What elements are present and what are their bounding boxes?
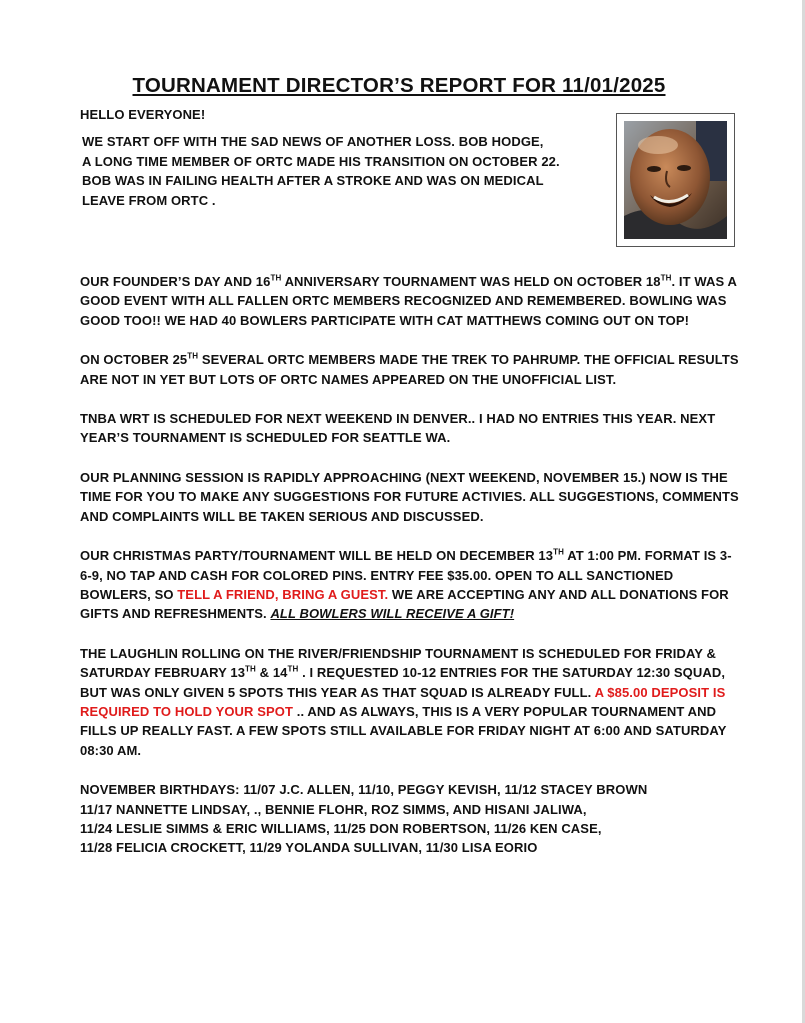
birthday-line: 11/24 LESLIE SIMMS & ERIC WILLIAMS, 11/25 DON ROBERTSON, 11/26 KEN CASE,: [80, 820, 602, 836]
text-run: ON OCTOBER 25: [80, 352, 188, 368]
text-run: . IT WAS A GOOD EVENT WITH ALL FALLEN ORTC MEMBERS RECOGNIZED AND REMEMBERED. BOWLING WAS GOOD TOO!! WE HAD 40 BOWLERS PARTICIPATE WITH CAT MATTHEWS COMING OUT ON TOP!: [80, 274, 737, 328]
superscript: TH: [270, 273, 282, 283]
text-run: ANNIVERSARY TOURNAMENT WAS HELD ON OCTOBER 18: [281, 274, 661, 290]
news-line: WE START OFF WITH THE SAD NEWS OF ANOTHER LOSS. BOB HODGE,: [82, 134, 544, 150]
greeting: HELLO EVERYONE!: [80, 107, 206, 122]
news-line: BOB WAS IN FAILING HEALTH AFTER A STROKE AND WAS ON MEDICAL: [82, 173, 544, 189]
news-line: A LONG TIME MEMBER OF ORTC MADE HIS TRANSITION ON OCTOBER 22.: [82, 153, 560, 169]
report-body: [80, 105, 740, 858]
christmas-paragraph: [80, 546, 740, 624]
birthday-line: 11/17 NANNETTE LINDSAY, ., BENNIE FLOHR, ROZ SIMMS, AND HISANI JALIWA,: [80, 801, 587, 817]
superscript: TH: [660, 273, 672, 283]
gift-note: ALL BOWLERS WILL RECEIVE A GIFT!: [270, 606, 515, 622]
news-line: LEAVE FROM ORTC .: [82, 192, 216, 208]
superscript: TH: [553, 547, 564, 557]
text-run: OUR CHRISTMAS PARTY/TOURNAMENT WILL BE HELD ON DECEMBER 13: [80, 548, 554, 564]
text-run: AT 1:00 PM. FORMAT IS 3-6-9, NO TAP AND CASH FOR COLORED PINS. ENTRY FEE $35.00. OPEN TO ALL SANCTIONED BOWLERS, SO: [80, 548, 732, 602]
pahrump-paragraph: [80, 350, 740, 389]
highlight-text: A $85.00 DEPOSIT IS REQUIRED TO HOLD YOUR SPOT: [80, 684, 726, 719]
birthdays-paragraph: [80, 780, 740, 858]
highlight-text: TELL A FRIEND, BRING A GUEST.: [177, 586, 389, 602]
text-run: SEVERAL ORTC MEMBERS MADE THE TREK TO PAHRUMP. THE OFFICIAL RESULTS ARE NOT IN YET BUT LOTS OF ORTC NAMES APPEARED ON THE UNOFFICIAL LIST.: [80, 352, 739, 387]
superscript: TH: [187, 351, 199, 361]
text-run: OUR FOUNDER’S DAY AND 16: [80, 274, 271, 290]
text-run: & 14: [255, 665, 288, 681]
laughlin-paragraph: [80, 644, 740, 760]
news-paragraph: [82, 132, 602, 210]
text-run: . I REQUESTED 10-12 ENTRIES FOR THE SATURDAY 12:30 SQUAD, BUT WAS ONLY GIVEN 5 SPOTS THIS YEAR AS THAT SQUAD IS ALREADY FULL.: [80, 665, 726, 700]
text-run: WE ARE ACCEPTING ANY AND ALL DONATIONS FOR GIFTS AND REFRESHMENTS.: [80, 586, 729, 622]
superscript: TH: [245, 664, 256, 674]
superscript: TH: [287, 664, 299, 674]
birthday-line: NOVEMBER BIRTHDAYS: 11/07 J.C. ALLEN, 11/10, PEGGY KEVISH, 11/12 STACEY BROWN: [80, 782, 648, 798]
text-run: .. AND AS ALWAYS, THIS IS A VERY POPULAR TOURNAMENT AND FILLS UP REALLY FAST. A FEW SPOTS STILL AVAILABLE FOR FRIDAY NIGHT AT 6:00 AND SATURDAY 08:30 AM.: [80, 703, 727, 758]
tnba-paragraph: TNBA WRT IS SCHEDULED FOR NEXT WEEKEND IN DENVER.. I HAD NO ENTRIES THIS YEAR. NEXT YEAR’S TOURNAMENT IS SCHEDULED FOR SEATTLE WA.: [80, 411, 716, 446]
text-run: THE LAUGHLIN ROLLING ON THE RIVER/FRIENDSHIP TOURNAMENT IS SCHEDULED FOR FRIDAY & SATURDAY FEBRUARY 13: [80, 645, 716, 681]
birthday-line: 11/28 FELICIA CROCKETT, 11/29 YOLANDA SULLIVAN, 11/30 LISA EORIO: [80, 840, 538, 856]
founders-day-paragraph: [80, 272, 740, 330]
planning-paragraph: OUR PLANNING SESSION IS RAPIDLY APPROACHING (NEXT WEEKEND, NOVEMBER 15.) NOW IS THE TIME FOR YOU TO MAKE ANY SUGGESTIONS FOR FUTURE ACTIVIES. ALL SUGGESTIONS, COMMENTS AND COMPLAINTS WILL BE TAKEN SERIOUS AND DISCUSSED.: [80, 469, 739, 524]
page-title: TOURNAMENT DIRECTOR’S REPORT FOR 11/01/2025: [132, 73, 666, 97]
